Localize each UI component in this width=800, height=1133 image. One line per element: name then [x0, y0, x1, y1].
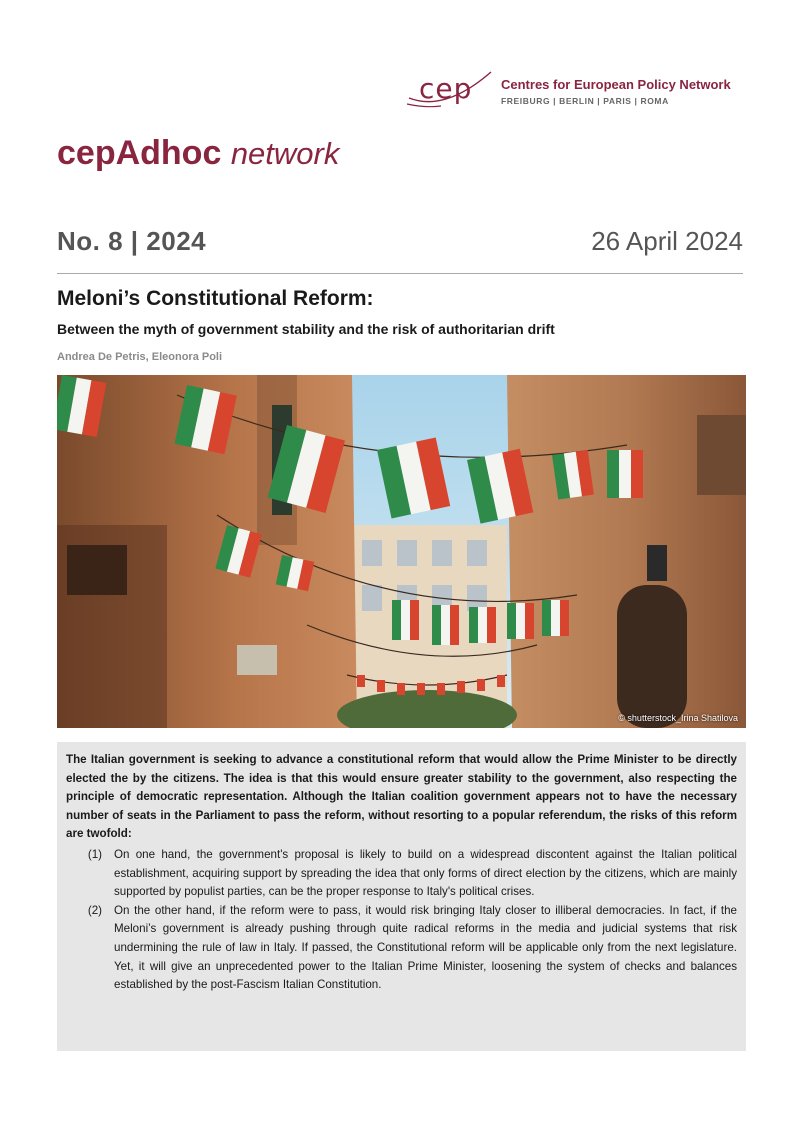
cep-logo-mark: [405, 68, 495, 112]
issue-row: [57, 226, 743, 257]
summary-item: [66, 846, 737, 902]
summary-item-text: On the other hand, if the reform were to pass, it would risk bringing Italy closer to illiberal democracies. In fact, if the Meloni’s government is already pushing through quite radical reforms in the media and judicial systems that risk undermining the rule of law in Italy. If passed, the Constitutional reform will be applicable only from the next legislature. Yet, it will give an unprecedented power to the Italian Prime Minister, loosening the system of checks and balances established by the post-Fascism Italian Constitution.: [114, 903, 737, 992]
issue-date: 26 April 2024: [591, 226, 743, 256]
article-subtitle: Between the myth of government stability and the risk of authoritarian drift: [57, 321, 555, 337]
summary-item-number: (2): [87, 903, 102, 917]
summary-box: [57, 742, 746, 1051]
cep-network-logo: [405, 68, 731, 112]
summary-item-number: (1): [87, 847, 102, 861]
cover-photo: [57, 375, 746, 728]
series-brand: [57, 134, 339, 173]
series-brand-italic: network: [230, 136, 340, 171]
summary-item: [66, 902, 737, 995]
series-brand-bold: cepAdhoc: [57, 134, 222, 172]
summary-intro: The Italian government is seeking to advance a constitutional reform that would allow the Prime Minister to be directly elected the by the citizens. The idea is that this would ensure greater stability to the government, also respecting the principle of democratic representation. Although the Italian coalition government appears not to have the necessary number of seats in the Parliament to pass the reform, without resorting to a popular referendum, the risks of this reform are twofold:: [66, 753, 737, 841]
photo-credit: © shutterstock_Irina Shatilova: [618, 713, 738, 723]
article-authors: Andrea De Petris, Eleonora Poli: [57, 351, 223, 363]
logo-network-name: Centres for European Policy Network: [501, 76, 731, 92]
header-divider: [57, 273, 743, 274]
street-flags-illustration: [57, 375, 746, 728]
logo-cities: FREIBURG | BERLIN | PARIS | ROMA: [501, 95, 669, 106]
issue-number: No. 8 | 2024: [57, 226, 207, 256]
article-title: Meloni’s Constitutional Reform:: [57, 287, 374, 310]
logo-cep-text: cep: [419, 72, 473, 105]
summary-item-text: On one hand, the government's proposal is likely to build on a widespread discontent against the Italian political establishment, acquiring support by spreading the idea that only forms of direct election by the citizens, which are mainly supported by populist parties, can be the proper response to Italy's political crises.: [114, 847, 737, 899]
summary-list: [66, 846, 737, 995]
